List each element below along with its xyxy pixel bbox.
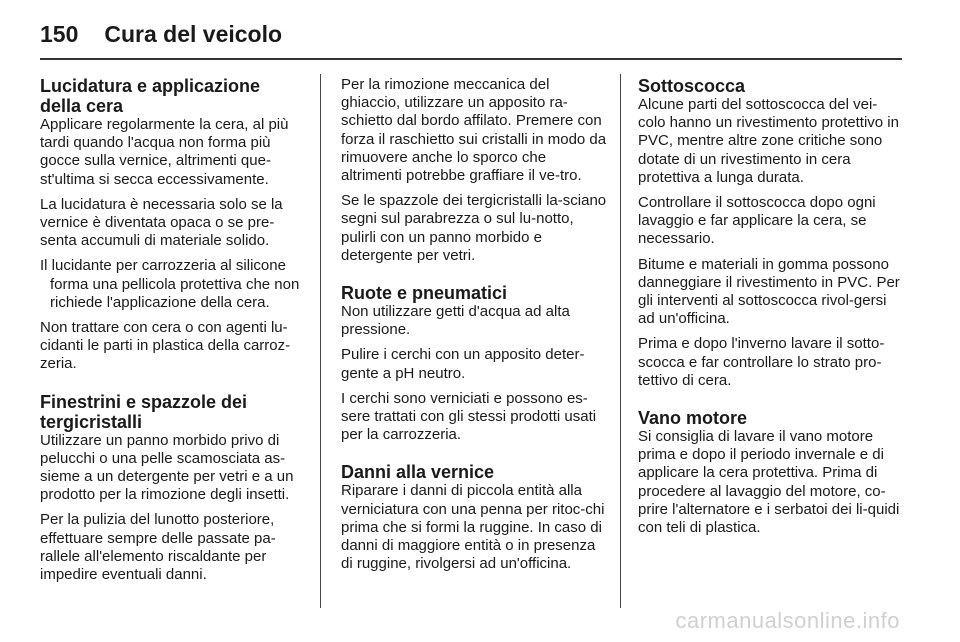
paragraph: Utilizzare un panno morbido privo di pelucchi o una pelle scamosciata as-sieme a un detergente per vetri e a un prodotto per la rimozione degli insetti. <box>40 431 294 504</box>
paragraph: I cerchi sono verniciati e possono es-sere trattati con gli stessi prodotti usati per la carrozzeria. <box>341 389 597 444</box>
section-heading: Vano motore <box>638 408 748 429</box>
paragraph: Bitume e materiali in gomma possono danneggiare il rivestimento in PVC. Per gli interventi al sottoscocca rivol-gersi ad un'officina. <box>638 255 900 328</box>
column-3 <box>638 76 904 544</box>
page-header <box>40 14 282 54</box>
section-heading: Finestrini e spazzole dei tergicristalli <box>40 391 248 432</box>
section-heading: Lucidatura e applicazione della cera <box>40 76 261 116</box>
paragraph: Per la rimozione meccanica del ghiaccio, utilizzare un apposito ra-schietto dal bordo affilato. Premere con forza il raschietto sui cristalli in modo da rimuovere anche lo sporco che altrimenti potrebbe graffiare il ve-tro. <box>341 76 607 185</box>
section-heading: Sottoscocca <box>638 76 746 96</box>
column-2 <box>341 76 607 580</box>
column-1 <box>40 76 306 591</box>
paragraph: Pulire i cerchi con un apposito deter-gente a pH neutro. <box>341 346 585 382</box>
paragraph: Applicare regolarmente la cera, al più tardi quando l'acqua non forma più gocce sulla vernice, altrimenti que-st'ultima si secca eccessivamente. <box>40 116 289 188</box>
paragraph: La lucidatura è necessaria solo se la vernice è diventata opaca o se pre-senta accumuli di materiale solido. <box>40 195 283 250</box>
watermark-text: carmanualsonline.info <box>675 608 900 633</box>
section-heading: Ruote e pneumatici <box>341 283 508 304</box>
paragraph: Non trattare con cera o con agenti lu-cidanti le parti in plastica della carroz-zeria. <box>40 319 291 373</box>
column-divider <box>320 74 321 608</box>
page-number: 150 <box>40 20 79 47</box>
paragraph: Per la pulizia del lunotto posteriore, effettuare sempre delle passate pa-rallele all'elemento riscaldante per impedire eventuali danni. <box>40 511 276 584</box>
header-rule <box>40 58 902 60</box>
column-divider <box>620 74 621 608</box>
page-title: Cura del veicolo <box>104 20 283 47</box>
paragraph: Prima e dopo l'inverno lavare il sotto-scocca e far controllare lo strato pro-tettivo di cera. <box>638 335 885 389</box>
paragraph: Riparare i danni di piccola entità alla verniciatura con una penna per ritoc-chi prima che si formi la ruggine. In caso di danni di maggiore entità o in presenza di ruggine, rivolgersi ad un'officina. <box>341 482 605 573</box>
paragraph: Se le spazzole dei tergicristalli la-sciano segni sul parabrezza o sul lu-notto, pulirli con un panno morbido e detergente per vetri. <box>341 192 607 264</box>
paragraph: Il lucidante per carrozzeria al silicone forma una pellicola protettiva che non richiede l'applicazione della cera. <box>40 257 300 311</box>
paragraph: Si consiglia di lavare il vano motore prima e dopo il periodo invernale e di applicare la cera protettiva. Prima di procedere al lavaggio del motore, co-prire l'alternatore e i serbatoi dei li-quidi con teli di plastica. <box>638 428 900 537</box>
paragraph: Non utilizzare getti d'acqua ad alta pressione. <box>341 303 570 339</box>
paragraph: Alcune parti del sottoscocca del vei-colo hanno un rivestimento protettivo in PVC, mentre altre zone critiche sono dotate di un rivestimento in cera protettiva a lunga durata. <box>638 96 899 186</box>
paragraph: Controllare il sottoscocca dopo ogni lavaggio e far applicare la cera, se necessario. <box>638 194 876 248</box>
section-heading: Danni alla vernice <box>341 462 495 483</box>
